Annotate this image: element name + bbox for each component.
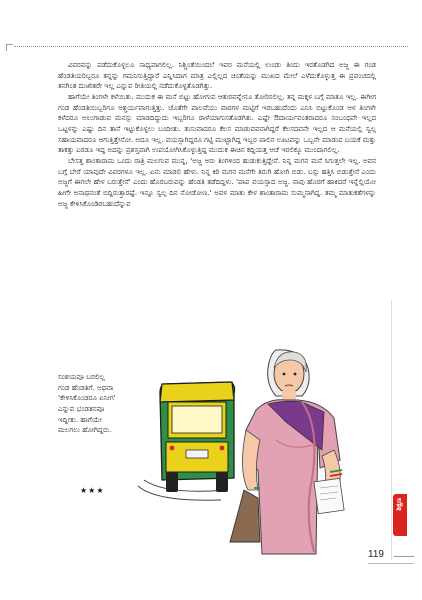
ending-line: ಗಂಡ ಹೆಂಡತಿಗೆ. ಅಥವಾ <box>58 382 114 392</box>
story-illustration <box>126 290 366 558</box>
autorickshaw <box>160 382 235 492</box>
ending-line: ಮಲಗಲು ಹೋಗಿದ್ದರು. <box>58 425 112 435</box>
paper-note <box>314 478 344 513</box>
chapter-side-tab <box>393 494 407 536</box>
paragraph-2: ಹಾಗೆಯೇ ತಿಂಗಳೇ ಕಳೆಯಿತು. ಮುದುಕ ಈ ಮನೆ ಬಿಟ್ಟು ಹೋಗುವ ಆತುರವನ್ನೇನೂ ತೋರಿಸಲಿಲ್ಲ. ತನ್ನ ಮಕ್ಕಳ ಬಗ್ಗೆ ಮಾತೂ ಇಲ್ಲ. ಈಗೀಗ ಗಂಡ ಹೆಂಡತಿಯಿಬ್ಬರಿಗೂ ಅಶ್ಚರ್ಯವಾಗುತ್ತಿತ್ತು. ಜೊತೆಗೇ ಪಾಲವೆಯು ವಾರಗಳ ಮಟ್ಟಿಗೆ ಇರಬಹುದೆಂದು ಎನಿಸಿ ಬಿಟ್ಟುಕೊಂಡ ಆಳ ತಿಂಗಳೇ ಕಳೆದರೂ ಅಲುಗಾಡುವ ಮನಸ್ಸು ಮಾಡದಿದ್ದುದು ಇಬ್ಬರಿಗೂ ರಾಳೆಯಾಗುಸತೊಡಗಿತು. ಎಷ್ಟೇ ಔದಾರ್ಯವಂತರಾದರೂ ಸಂಬಂಧವೇ ಇಲ್ಲದ ಒಟ್ಟಳನ್ನು ಎಷ್ಟು ದಿನ ತಾನೆ ಇಟ್ಟುಕೊಳ್ಳಲು ಬಂದೀತು. ತುಸುವಾದರೂ ಕೆಲಸ ಮಾಡುವವನಾಗಿದ್ದರೆ ಕೆಲಸದವನೇ ಇಲ್ಲದ ಆ ಮನೆಯಲ್ಲಿ ಸ್ವಲ್ಪ ಸಹಾಯವಾದರೂ ಆಗುತ್ತಿತ್ತೇನೋ. ಅದೂ ಇಲ್ಲ. ವಯಸ್ಸಾಗಿದ್ದರೂ ಗಟ್ಟಿ ಮುಟ್ಟಾಗಿದ್ದ ಇಬ್ಬರ ಪಾಲಿನ ಊಟವನ್ನು ಒಬ್ಬನೇ ಮಾಡುವ ಬಯಕೆ ಮತ್ತು ತಾಕತ್ತು ಎರಡೂ ಇದ್ದ ಅದನ್ನು ಪ್ರಶಸ್ತವಾಗಿ ಉಪಯೋಗಿಸಿಕೊಳ್ಳುತ್ತಿದ್ದ ಮುದುಕ ಈಚಿನ ಕದ್ದಿಯತ್ತ ಆಚೆ ಇರಲಿಕ್ಕೂ ಮುಂದಾಗಲಿಲ್ಲ. <box>58 91 376 155</box>
paragraph-3: ಬೇಸತ್ತ ಶಾಂತಾರಾಮ ಒಂದು ರಾತ್ರಿ ಮಲಗುವ ಮುನ್ನ, 'ಅಜ್ಜ ಅರು ತಿಂಗಳಿಂದ ಹುಡುಕುತ್ತಿದ್ದೇನೆ. ನಿನ್ನ ಮಗನ ಮನೆ ಸಿಗುತ್ತಲೇ ಇಲ್ಲ. ಅವನ ಬಗ್ಗೆ ಬೇರೆ ಯಾವುದೇ ವಿವರಗಳೂ ಇಲ್ಲ. ಏನು ಮಾಡಲಿ ಹೇಳು. ನಿನ್ನ ಕಿರಿ ಮಗನ ಮನೆಗೇ ತಿರುಗಿ ಹೋಗಿ ಬಿಡು. ಬಸ್ಸು ಹತ್ತಿಸಿ ಬಿಡುತ್ತೇನೆ ಎಂದು ಅಜ್ಜಗೆ ಈಗಲೇ ಹೇಳ ಬರುತ್ತೇನೆ' ಎಂದು ಹೊರಬರುವನ್ನು ಹೆಂಡತಿ ತಡೆದಿದ್ದಳು. 'ಪಾಪ ವಯಸ್ಸಾದ ಅಜ್ಜ. ನಾವು ಹೊರಗೆ ಹಾಕಿದರೆ ಇನ್ನೆಲ್ಲಿಯೋ ಹೀಗೇ ಅನಾಥನಂತೆ ಬಿದ್ದಿರುತ್ತಾರಷ್ಟೆ. ಇನ್ನೂ ಸ್ವಲ್ಪ ದಿನ ನೋಡೋಣ.' ಅವಳ ಮಾತು ಕೇಳ ಶಾಂತಾರಾಮ ಸುಮ್ಮನಾಗಿದ್ದ. ತಮ್ಮ ಮಾತುಕತೆಗಳನ್ನು ಅಜ್ಜ ಕೇಳಿಸಿಕೊಂಡಿರಬಹುದೆನ್ನುವ <box>58 155 376 208</box>
ending-line: ಎನ್ನುವ ಭಂಡತನವೂ <box>58 403 105 413</box>
page-number: 119 <box>368 549 384 560</box>
story-body <box>58 60 376 209</box>
woman-figure <box>230 350 344 554</box>
ending-line: ಇದ್ದೀತು. ಹಾಗೆಯೇ <box>58 414 102 424</box>
crop-mark <box>6 44 13 51</box>
ending-line: 'ಕೇಳಿಸಿಕೊಂಡರೂ ಏನೀಗ' <box>58 393 116 403</box>
ending-line: ಸಂಶಯವೂ ಬರಲಿಲ್ಲ <box>58 372 105 381</box>
side-tab-label: ಶಿಕ್ಷಣ <box>395 498 403 511</box>
margin-rule <box>391 300 392 560</box>
header-dotted-line <box>14 46 408 47</box>
story-ending <box>58 372 132 436</box>
page-number-rule <box>394 556 414 557</box>
paragraph-1: ವಿವರವನ್ನು ಪಡೆದುಕೊಳ್ಳಲೂ ಸಾಧ್ಯವಾಗಲಿಲ್ಲ. ನಿಶ್ಚಿಂತೆಯಿಂದಲೆ ಇವರ ಮನೆಯಲ್ಲಿ ಉಂಡು ತಿಂದು ಇರತೊಡಗಿದ ಅಜ್ಜ ಈ ಗಂಡ ಹೆಂಡತಿಯರಿಬ್ಬರೂ ತನ್ನನ್ನು ಗಮನಿಸುತ್ತಿದ್ದಾರೆ ಎನ್ನಿಸಿದಾಗ ಮಾತ್ರ ಎಲ್ಲಿಲ್ಲದ ಚಿಂತೆಯನ್ನು ಮುಖದ ಮೇಲೆ ಎಳೆದುಕೊಳ್ಳುತ್ತ ಈ ಪ್ರಪಂಚದಲ್ಲಿ ತನಗಿಂತ ದುಃಖಿತರೇ ಇಲ್ಲ ಎನ್ನುವ ರೀತಿಯಲ್ಲಿ ನಡೆದುಕೊಳ್ಳತೊಡಗಿತ್ತು. <box>58 60 376 91</box>
page-footer-rule <box>368 563 414 564</box>
end-stars: ★★★ <box>80 486 105 495</box>
